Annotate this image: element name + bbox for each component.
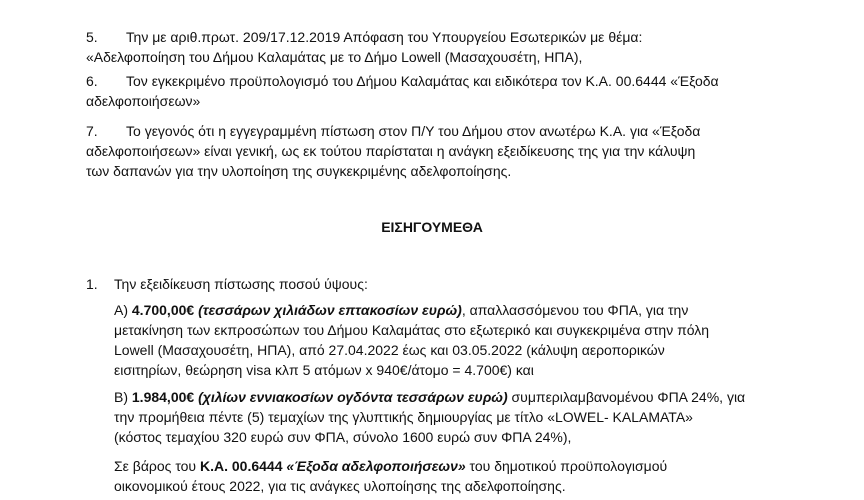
clause-6-text-1: Τον εγκεκριμένο προϋπολογισμό του Δήμου Καλαμάτας και ειδικότερα τον Κ.Α. 00.6444 «Έξοδα — [126, 73, 719, 89]
clause-6-line-1 — [86, 71, 772, 91]
clause-6 — [86, 71, 772, 111]
subitem-charge-prefix: Σε βάρος του — [114, 458, 200, 474]
subitem-b-line-2: την προμήθεια πέντε (5) τεμαχίων της γλυπτικής δημιουργίας με τίτλο «LOWEL- KALAMATA» — [114, 409, 693, 425]
subitem-a — [114, 300, 772, 380]
subitem-a-rest: , απαλλασσόμενου του ΦΠΑ, για την — [461, 302, 689, 318]
subitem-charge-line-1 — [114, 456, 772, 476]
proposal-item-1-number: 1. — [86, 276, 98, 292]
subitem-a-line-4: εισιτηρίων, θεώρηση visa κλπ 5 ατόμων x 940€/άτομο = 4.700€) και — [114, 362, 534, 378]
subitem-a-amount: 4.700,00€ — [131, 302, 195, 318]
subitem-a-line-2: μετακίνηση των εκπροσώπων του Δήμου Καλαμάτας στο εξωτερικό και συγκεκριμένα στην πόλη — [114, 322, 710, 338]
subitem-b-line-3: (κόστος τεμαχίου 320 ευρώ συν ΦΠΑ, σύνολο 1600 ευρώ συν ΦΠΑ 24%), — [114, 429, 572, 445]
clause-5-line-1 — [86, 27, 772, 47]
clause-6-number: 6. — [86, 73, 98, 89]
budget-code-title: «Έξοδα αδελφοποιήσεων» — [286, 458, 466, 474]
subitem-b-line-1 — [114, 387, 772, 407]
subitem-a-prefix: Α) — [114, 302, 132, 318]
clause-7-line-1 — [86, 121, 772, 141]
section-heading: ΕΙΣΗΓΟΥΜΕΘΑ — [381, 219, 483, 235]
clause-5 — [86, 27, 772, 67]
subitem-a-line-3: Lowell (Μασαχουσέτη, ΗΠΑ), από 27.04.2022 έως και 03.05.2022 (κάλυψη αεροπορικών — [114, 342, 665, 358]
clause-7 — [86, 121, 772, 181]
subitem-b — [114, 387, 772, 447]
subitem-b-amount: 1.984,00€ — [131, 389, 195, 405]
proposal-item-1 — [86, 274, 368, 294]
clause-7-text-1: Το γεγονός ότι η εγγεγραμμένη πίστωση στον Π/Υ του Δήμου στον ανωτέρω Κ.Α. για «Έξοδα — [126, 123, 701, 139]
clause-5-text-1: Την με αριθ.πρωτ. 209/17.12.2019 Απόφαση του Υπουργείου Εσωτερικών με θέμα: — [126, 29, 643, 45]
subitem-charge-rest: του δημοτικού προϋπολογισμού — [465, 458, 668, 474]
clause-5-number: 5. — [86, 29, 98, 45]
subitem-b-amount-words: (χιλίων εννιακοσίων ογδόντα τεσσάρων ευρώ) — [198, 389, 508, 405]
clause-5-line-2: «Αδελφοποίηση του Δήμου Καλαμάτας με το Δήμο Lowell (Μασαχουσέτη, ΗΠΑ), — [86, 49, 583, 65]
subitem-charge-line-2: οικονομικού έτους 2022, για τις ανάγκες υλοποίησης της αδελφοποίησης. — [114, 478, 566, 494]
subitem-b-rest: συμπεριλαμβανομένου ΦΠΑ 24%, για — [507, 389, 746, 405]
subitem-a-amount-words: (τεσσάρων χιλιάδων επτακοσίων ευρώ) — [198, 302, 462, 318]
clause-6-line-2: αδελφοποιήσεων» — [86, 93, 201, 109]
subitem-b-prefix: Β) — [114, 389, 132, 405]
subitem-a-line-1 — [114, 300, 772, 320]
clause-7-number: 7. — [86, 123, 98, 139]
budget-code: Κ.Α. 00.6444 — [199, 458, 283, 474]
proposal-item-1-text: Την εξειδίκευση πίστωσης ποσού ύψους: — [114, 276, 368, 292]
clause-7-line-2: αδελφοποιήσεων» είναι γενική, ως εκ τούτου παρίσταται η ανάγκη εξειδίκευσης της για την κάλυψη — [86, 143, 696, 159]
subitem-charge — [114, 456, 772, 496]
clause-7-line-3: των δαπανών για την υλοποίηση της συγκεκριμένης αδελφοποίησης. — [86, 163, 512, 179]
